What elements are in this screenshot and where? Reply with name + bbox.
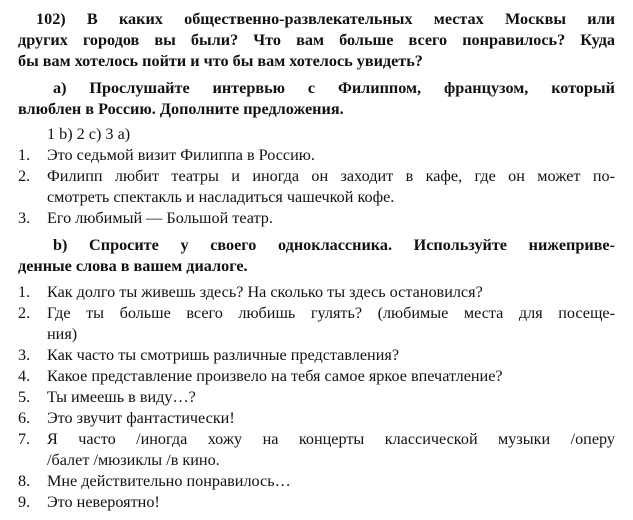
list-item-number: 3. — [18, 209, 31, 227]
list-item-text-continued: ния) — [47, 325, 78, 343]
list-item-number: 2. — [18, 304, 31, 322]
list-item-text: Мне действительно понравилось… — [47, 472, 291, 490]
list-item — [18, 408, 615, 429]
list-item-text: Это звучит фантастически! — [47, 409, 235, 427]
list-item-number: 9. — [18, 493, 31, 511]
list-item — [18, 471, 615, 492]
part-a-answer-key: 1 b) 2 c) 3 a) — [47, 125, 131, 143]
list-item — [18, 145, 615, 166]
list-item — [18, 345, 615, 366]
list-item — [18, 303, 615, 345]
list-item — [18, 282, 615, 303]
part-b-instruction-line-1: b) Спросите у своего одноклассника. Используйте нижеприве- — [53, 236, 615, 254]
list-item-number: 7. — [18, 430, 31, 448]
list-item-text: Это невероятно! — [47, 493, 160, 511]
list-item-number: 1. — [18, 146, 31, 164]
part-b-list — [18, 282, 615, 513]
part-b-instruction-line-2: денные слова в вашем диалоге. — [18, 257, 248, 275]
list-item-number: 6. — [18, 409, 31, 427]
exercise-heading-line-2: других городов вы были? Что вам больше всего понравилось? Куда — [18, 31, 615, 49]
list-item-text: Его любимый — Большой театр. — [47, 209, 273, 227]
list-item — [18, 429, 615, 471]
list-item-number: 2. — [18, 167, 31, 185]
list-item-text: Филипп любит театры и иногда он заходит в кафе, где он может по- — [47, 167, 615, 185]
list-item — [18, 387, 615, 408]
textbook-page — [18, 9, 615, 513]
list-item-number: 4. — [18, 367, 31, 385]
list-item-text: Ты имеешь в виду…? — [47, 388, 196, 406]
list-item-text: Где ты больше всего любишь гулять? (любимые места для посеще- — [47, 304, 615, 322]
list-item-number: 3. — [18, 346, 31, 364]
list-item-number: 5. — [18, 388, 31, 406]
list-item — [18, 492, 615, 513]
list-item — [18, 166, 615, 208]
list-item-text: Я часто /иногда хожу на концерты классической музыки /оперу — [47, 430, 615, 448]
list-item-text-continued: смотреть спектакль и насладиться чашечкой кофе. — [47, 188, 395, 206]
list-item-text: Как часто ты смотришь различные представления? — [47, 346, 399, 364]
part-a-list — [18, 145, 615, 229]
list-item-number: 8. — [18, 472, 31, 490]
list-item-text: Как долго ты живешь здесь? На сколько ты здесь остановился? — [47, 283, 483, 301]
list-item-number: 1. — [18, 283, 31, 301]
list-item-text: Какое представление произвело на тебя самое яркое впечатление? — [47, 367, 503, 385]
part-a-instruction-line-1: a) Прослушайте интервью с Филиппом, французом, который — [53, 79, 615, 97]
exercise-heading-line-3: бы вам хотелось пойти и что бы вам хотелось увидеть? — [18, 52, 423, 70]
list-item-text-continued: /балет /мюзиклы /в кино. — [47, 451, 220, 469]
list-item — [18, 366, 615, 387]
exercise-heading-line-1: 102) В каких общественно-развлекательных местах Москвы или — [36, 10, 615, 28]
list-item-text: Это седьмой визит Филиппа в Россию. — [47, 146, 315, 164]
list-item — [18, 208, 615, 229]
part-a-instruction-line-2: влюблен в Россию. Дополните предложения. — [18, 100, 344, 118]
